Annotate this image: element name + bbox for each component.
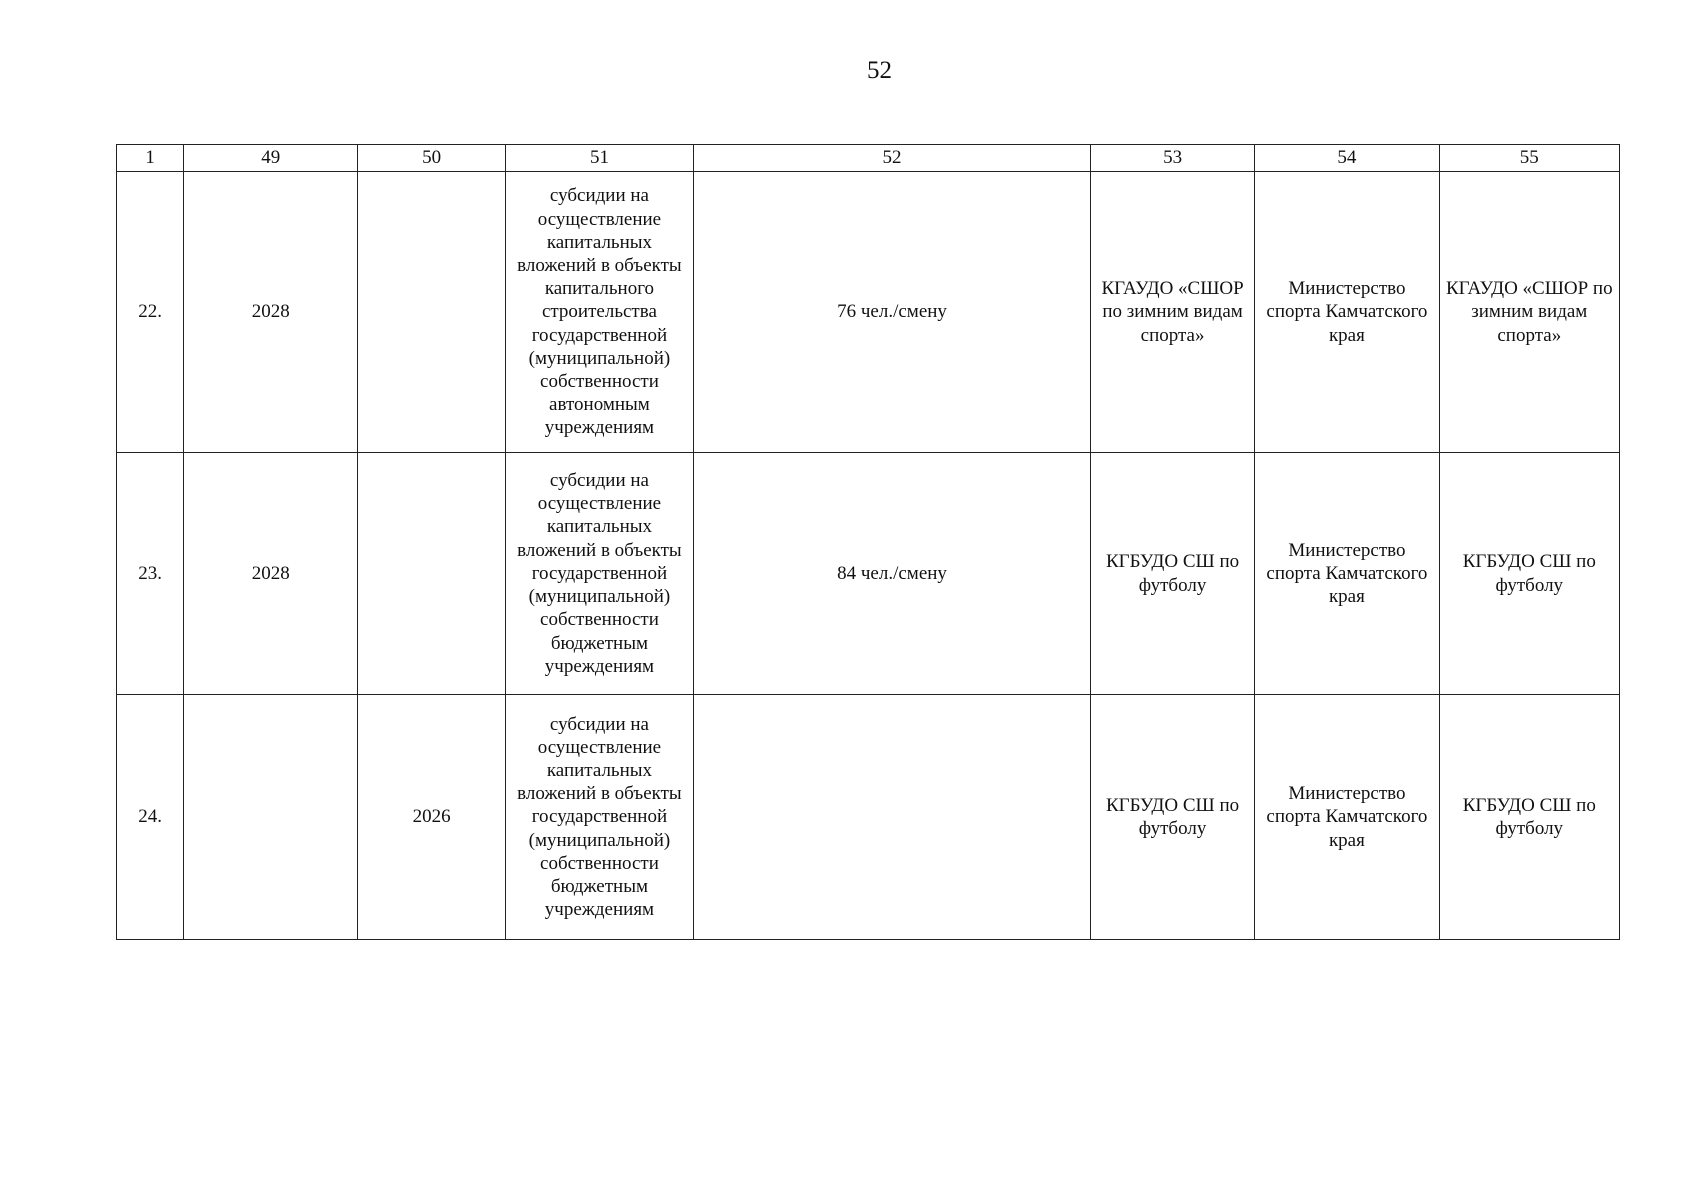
cell-col-55: КГБУДО СШ по футболу — [1439, 453, 1619, 695]
cell-col-51 — [505, 172, 693, 453]
cell-col-51-text: субсидии на осуществление капитальных вложений в объекты капитального строительства государственной (муниципальной) собственности автономным учреждениям — [517, 185, 682, 439]
cell-col-53: КГАУДО «СШОР по зимним видам спорта» — [1090, 172, 1254, 453]
header-col-54: 54 — [1255, 145, 1439, 172]
cell-col-49: 2028 — [184, 453, 358, 695]
cell-col-51 — [505, 453, 693, 695]
cell-col-51-text: субсидии на осуществление капитальных вложений в объекты государственной (муниципальной) собственности бюджетным учреждениям — [517, 713, 682, 921]
page-number: 52 — [867, 57, 892, 84]
cell-row-number: 24. — [117, 695, 184, 940]
cell-col-51-text: субсидии на осуществление капитальных вложений в объекты государственной (муниципальной) собственности бюджетным учреждениям — [517, 470, 682, 677]
cell-col-51 — [505, 695, 693, 940]
cell-row-number: 22. — [117, 172, 184, 453]
header-col-53: 53 — [1090, 145, 1254, 172]
cell-col-49: 2028 — [184, 172, 358, 453]
cell-col-54: Министерство спорта Камчатского края — [1255, 695, 1439, 940]
cell-col-54: Министерство спорта Камчатского края — [1255, 453, 1439, 695]
header-col-50: 50 — [358, 145, 505, 172]
table-row — [117, 695, 1620, 940]
cell-col-52: 76 чел./смену — [694, 172, 1091, 453]
header-col-49: 49 — [184, 145, 358, 172]
cell-col-50 — [358, 172, 505, 453]
cell-col-52 — [694, 695, 1091, 940]
table-header-row — [117, 145, 1620, 172]
cell-row-number: 23. — [117, 453, 184, 695]
header-col-1: 1 — [117, 145, 184, 172]
cell-col-50: 2026 — [358, 695, 505, 940]
data-table — [116, 144, 1620, 940]
cell-col-54: Министерство спорта Камчатского края — [1255, 172, 1439, 453]
cell-col-53: КГБУДО СШ по футболу — [1090, 453, 1254, 695]
cell-col-55: КГБУДО СШ по футболу — [1439, 695, 1619, 940]
table-row — [117, 453, 1620, 695]
cell-col-49 — [184, 695, 358, 940]
cell-col-53: КГБУДО СШ по футболу — [1090, 695, 1254, 940]
header-col-51: 51 — [505, 145, 693, 172]
header-col-55: 55 — [1439, 145, 1619, 172]
header-col-52: 52 — [694, 145, 1091, 172]
table-row — [117, 172, 1620, 453]
cell-col-52: 84 чел./смену — [694, 453, 1091, 695]
cell-col-50 — [358, 453, 505, 695]
cell-col-55: КГАУДО «СШОР по зимним видам спорта» — [1439, 172, 1619, 453]
